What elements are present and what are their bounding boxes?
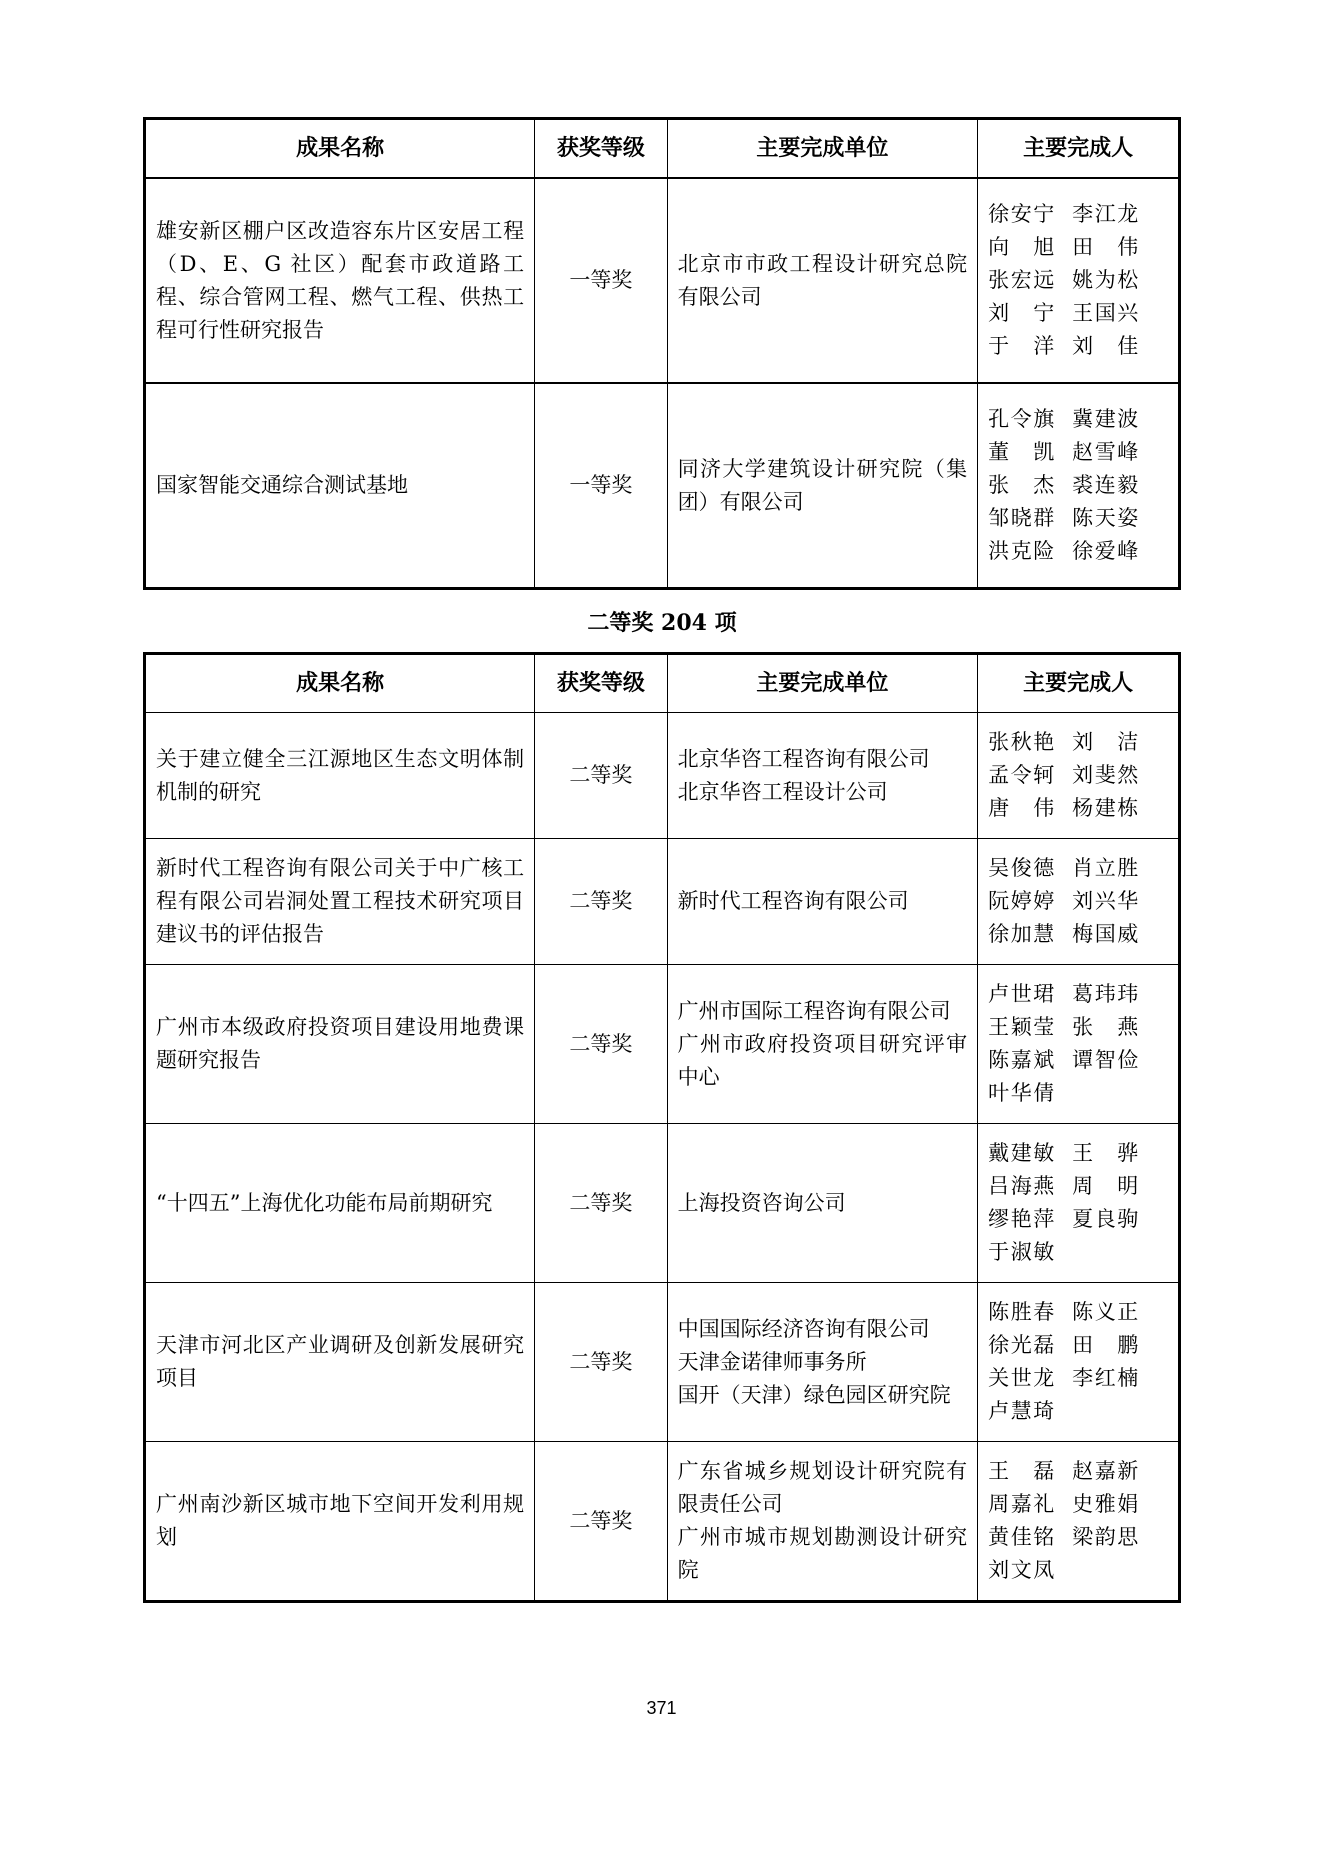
person-name: 陈义正 bbox=[1072, 1300, 1139, 1324]
person-name: 关世龙 bbox=[988, 1366, 1055, 1390]
person-name: 冀建波 bbox=[1072, 407, 1139, 431]
tables-container bbox=[143, 117, 1181, 1603]
unit-name: 广东省城乡规划设计研究院有限责任公司 bbox=[677, 1459, 968, 1516]
people-line bbox=[988, 297, 1168, 330]
person-name: 阮婷婷 bbox=[988, 889, 1055, 913]
person-name: 梁韵思 bbox=[1072, 1525, 1139, 1549]
people-line bbox=[988, 1077, 1168, 1110]
unit-name: 北京市市政工程设计研究总院有限公司 bbox=[677, 251, 968, 309]
person-name: 刘兴华 bbox=[1072, 889, 1139, 913]
header-row bbox=[145, 119, 1180, 179]
result-name-cell: 广州南沙新区城市地下空间开发利用规划 bbox=[145, 1442, 535, 1602]
person-name: 刘佳 bbox=[1072, 334, 1139, 358]
people-line bbox=[988, 1488, 1168, 1521]
person-name: 邹晓群 bbox=[988, 506, 1055, 530]
people-line bbox=[988, 1296, 1168, 1329]
people-line bbox=[988, 1362, 1168, 1395]
unit-name: 广州市政府投资项目研究评审中心 bbox=[677, 1031, 968, 1089]
table-row bbox=[145, 839, 1180, 965]
people-line bbox=[988, 1011, 1168, 1044]
people-line bbox=[988, 852, 1168, 885]
units-cell bbox=[667, 1283, 978, 1442]
award-level-cell: 二等奖 bbox=[535, 1283, 667, 1442]
person-name: 叶华倩 bbox=[988, 1081, 1055, 1105]
person-name: 周明 bbox=[1072, 1174, 1139, 1198]
result-name-cell: 新时代工程咨询有限公司关于中广核工程有限公司岩洞处置工程技术研究项目建议书的评估报告 bbox=[145, 839, 535, 965]
people-line bbox=[988, 1521, 1168, 1554]
people-line bbox=[988, 1554, 1168, 1587]
people-line bbox=[988, 264, 1168, 297]
people-line bbox=[988, 469, 1168, 502]
person-name: 周嘉礼 bbox=[988, 1492, 1055, 1516]
people-line bbox=[988, 978, 1168, 1011]
person-name: 王骅 bbox=[1072, 1141, 1139, 1165]
section-heading: 二等奖 204 项 bbox=[587, 610, 737, 636]
person-name: 陈嘉斌 bbox=[988, 1048, 1055, 1072]
units-cell bbox=[667, 839, 978, 965]
people-line bbox=[988, 231, 1168, 264]
person-name: 王磊 bbox=[988, 1459, 1055, 1483]
person-name: 赵嘉新 bbox=[1072, 1459, 1139, 1483]
table-row bbox=[145, 178, 1180, 383]
person-name: 黄佳铭 bbox=[988, 1525, 1055, 1549]
award-level-cell: 一等奖 bbox=[535, 178, 667, 383]
award-level-cell: 二等奖 bbox=[535, 713, 667, 839]
table-header bbox=[145, 119, 1180, 179]
column-header: 主要完成人 bbox=[978, 119, 1180, 179]
table-body bbox=[145, 178, 1180, 589]
people-line bbox=[988, 759, 1168, 792]
unit-name: 上海投资咨询公司 bbox=[677, 1190, 846, 1215]
result-name-cell: 天津市河北区产业调研及创新发展研究项目 bbox=[145, 1283, 535, 1442]
award-level-cell: 一等奖 bbox=[535, 383, 667, 589]
result-name-cell: 国家智能交通综合测试基地 bbox=[145, 383, 535, 589]
units-cell bbox=[667, 1442, 978, 1602]
people-line bbox=[988, 1455, 1168, 1488]
unit-name: 国开（天津）绿色园区研究院 bbox=[677, 1382, 951, 1407]
person-name: 史雅娟 bbox=[1072, 1492, 1139, 1516]
column-header: 成果名称 bbox=[145, 654, 535, 713]
award-level-cell: 二等奖 bbox=[535, 965, 667, 1124]
table-header bbox=[145, 654, 1180, 713]
people-line bbox=[988, 726, 1168, 759]
person-name: 刘文凤 bbox=[988, 1558, 1055, 1582]
column-header: 获奖等级 bbox=[535, 119, 667, 179]
result-name-cell: 关于建立健全三江源地区生态文明体制机制的研究 bbox=[145, 713, 535, 839]
people-cell bbox=[978, 383, 1180, 589]
people-cell bbox=[978, 1283, 1180, 1442]
unit-name: 广州市国际工程咨询有限公司 bbox=[677, 998, 951, 1023]
award-level-cell: 二等奖 bbox=[535, 839, 667, 965]
people-line bbox=[988, 792, 1168, 825]
result-name-cell: 广州市本级政府投资项目建设用地费课题研究报告 bbox=[145, 965, 535, 1124]
person-name: 徐光磊 bbox=[988, 1333, 1055, 1357]
person-name: 赵雪峰 bbox=[1072, 440, 1139, 464]
people-cell bbox=[978, 713, 1180, 839]
unit-name: 北京华咨工程咨询有限公司 bbox=[677, 746, 930, 771]
person-name: 张秋艳 bbox=[988, 730, 1055, 754]
person-name: 田鹏 bbox=[1072, 1333, 1139, 1357]
person-name: 王颖莹 bbox=[988, 1015, 1055, 1039]
column-header: 主要完成单位 bbox=[667, 654, 978, 713]
person-name: 杨建栋 bbox=[1072, 796, 1139, 820]
people-line bbox=[988, 1203, 1168, 1236]
people-line bbox=[988, 330, 1168, 363]
person-name: 裘连毅 bbox=[1072, 473, 1139, 497]
person-name: 徐加慧 bbox=[988, 922, 1055, 946]
person-name: 卢世珺 bbox=[988, 982, 1055, 1006]
people-cell bbox=[978, 839, 1180, 965]
column-header: 主要完成单位 bbox=[667, 119, 978, 179]
people-line bbox=[988, 403, 1168, 436]
people-line bbox=[988, 1170, 1168, 1203]
table-row bbox=[145, 965, 1180, 1124]
person-name: 张宏远 bbox=[988, 268, 1055, 292]
person-name: 吕海燕 bbox=[988, 1174, 1055, 1198]
result-name-cell: 雄安新区棚户区改造容东片区安居工程（D、E、G 社区）配套市政道路工程、综合管网工程、燃气工程、供热工程可行性研究报告 bbox=[145, 178, 535, 383]
person-name: 谭智俭 bbox=[1072, 1048, 1139, 1072]
person-name: 肖立胜 bbox=[1072, 856, 1139, 880]
table-body bbox=[145, 713, 1180, 1602]
award-level-cell: 二等奖 bbox=[535, 1124, 667, 1283]
people-line bbox=[988, 436, 1168, 469]
person-name: 张燕 bbox=[1072, 1015, 1139, 1039]
person-name: 洪克险 bbox=[988, 539, 1055, 563]
person-name: 向旭 bbox=[988, 235, 1055, 259]
person-name: 陈天姿 bbox=[1072, 506, 1139, 530]
people-line bbox=[988, 1329, 1168, 1362]
people-cell bbox=[978, 1442, 1180, 1602]
people-cell bbox=[978, 1124, 1180, 1283]
person-name: 唐伟 bbox=[988, 796, 1055, 820]
person-name: 缪艳萍 bbox=[988, 1207, 1055, 1231]
person-name: 于洋 bbox=[988, 334, 1055, 358]
person-name: 李江龙 bbox=[1072, 202, 1139, 226]
person-name: 梅国威 bbox=[1072, 922, 1139, 946]
table-row bbox=[145, 1442, 1180, 1602]
people-line bbox=[988, 502, 1168, 535]
person-name: 田伟 bbox=[1072, 235, 1139, 259]
unit-name: 同济大学建筑设计研究院（集团）有限公司 bbox=[677, 456, 968, 514]
person-name: 王国兴 bbox=[1072, 301, 1139, 325]
person-name: 刘宁 bbox=[988, 301, 1055, 325]
person-name: 刘洁 bbox=[1072, 730, 1139, 754]
page-number: 371 bbox=[646, 1698, 677, 1718]
column-header: 成果名称 bbox=[145, 119, 535, 179]
unit-name: 中国国际经济咨询有限公司 bbox=[677, 1316, 930, 1341]
people-line bbox=[988, 1236, 1168, 1269]
people-line bbox=[988, 198, 1168, 231]
unit-name: 广州市城市规划勘测设计研究院 bbox=[677, 1525, 968, 1582]
unit-name: 天津金诺律师事务所 bbox=[677, 1349, 867, 1374]
unit-name: 新时代工程咨询有限公司 bbox=[677, 889, 909, 913]
awards-table-1 bbox=[143, 117, 1181, 590]
person-name: 卢慧琦 bbox=[988, 1399, 1055, 1423]
person-name: 刘斐然 bbox=[1072, 763, 1139, 787]
column-header: 主要完成人 bbox=[978, 654, 1180, 713]
units-cell bbox=[667, 965, 978, 1124]
person-name: 李红楠 bbox=[1072, 1366, 1139, 1390]
table-row bbox=[145, 383, 1180, 589]
people-line bbox=[988, 918, 1168, 951]
people-line bbox=[988, 1044, 1168, 1077]
person-name: 徐爱峰 bbox=[1072, 539, 1139, 563]
table-row bbox=[145, 1124, 1180, 1283]
header-row bbox=[145, 654, 1180, 713]
person-name: 张杰 bbox=[988, 473, 1055, 497]
award-level-cell: 二等奖 bbox=[535, 1442, 667, 1602]
person-name: 孟令轲 bbox=[988, 763, 1055, 787]
people-line bbox=[988, 885, 1168, 918]
table-row bbox=[145, 1283, 1180, 1442]
units-cell bbox=[667, 713, 978, 839]
people-cell bbox=[978, 178, 1180, 383]
person-name: 于淑敏 bbox=[988, 1240, 1055, 1264]
people-cell bbox=[978, 965, 1180, 1124]
person-name: 孔令旗 bbox=[988, 407, 1055, 431]
table-row bbox=[145, 713, 1180, 839]
person-name: 吴俊德 bbox=[988, 856, 1055, 880]
result-name-cell: “十四五”上海优化功能布局前期研究 bbox=[145, 1124, 535, 1283]
people-line bbox=[988, 535, 1168, 568]
person-name: 葛玮玮 bbox=[1072, 982, 1139, 1006]
person-name: 徐安宁 bbox=[988, 202, 1055, 226]
person-name: 董凯 bbox=[988, 440, 1055, 464]
awards-table-2 bbox=[143, 652, 1181, 1603]
units-cell bbox=[667, 383, 978, 589]
person-name: 夏良驹 bbox=[1072, 1207, 1139, 1231]
unit-name: 北京华咨工程设计公司 bbox=[677, 779, 888, 804]
person-name: 姚为松 bbox=[1072, 268, 1139, 292]
person-name: 戴建敏 bbox=[988, 1141, 1055, 1165]
people-line bbox=[988, 1395, 1168, 1428]
person-name: 陈胜春 bbox=[988, 1300, 1055, 1324]
people-line bbox=[988, 1137, 1168, 1170]
units-cell bbox=[667, 1124, 978, 1283]
column-header: 获奖等级 bbox=[535, 654, 667, 713]
units-cell bbox=[667, 178, 978, 383]
